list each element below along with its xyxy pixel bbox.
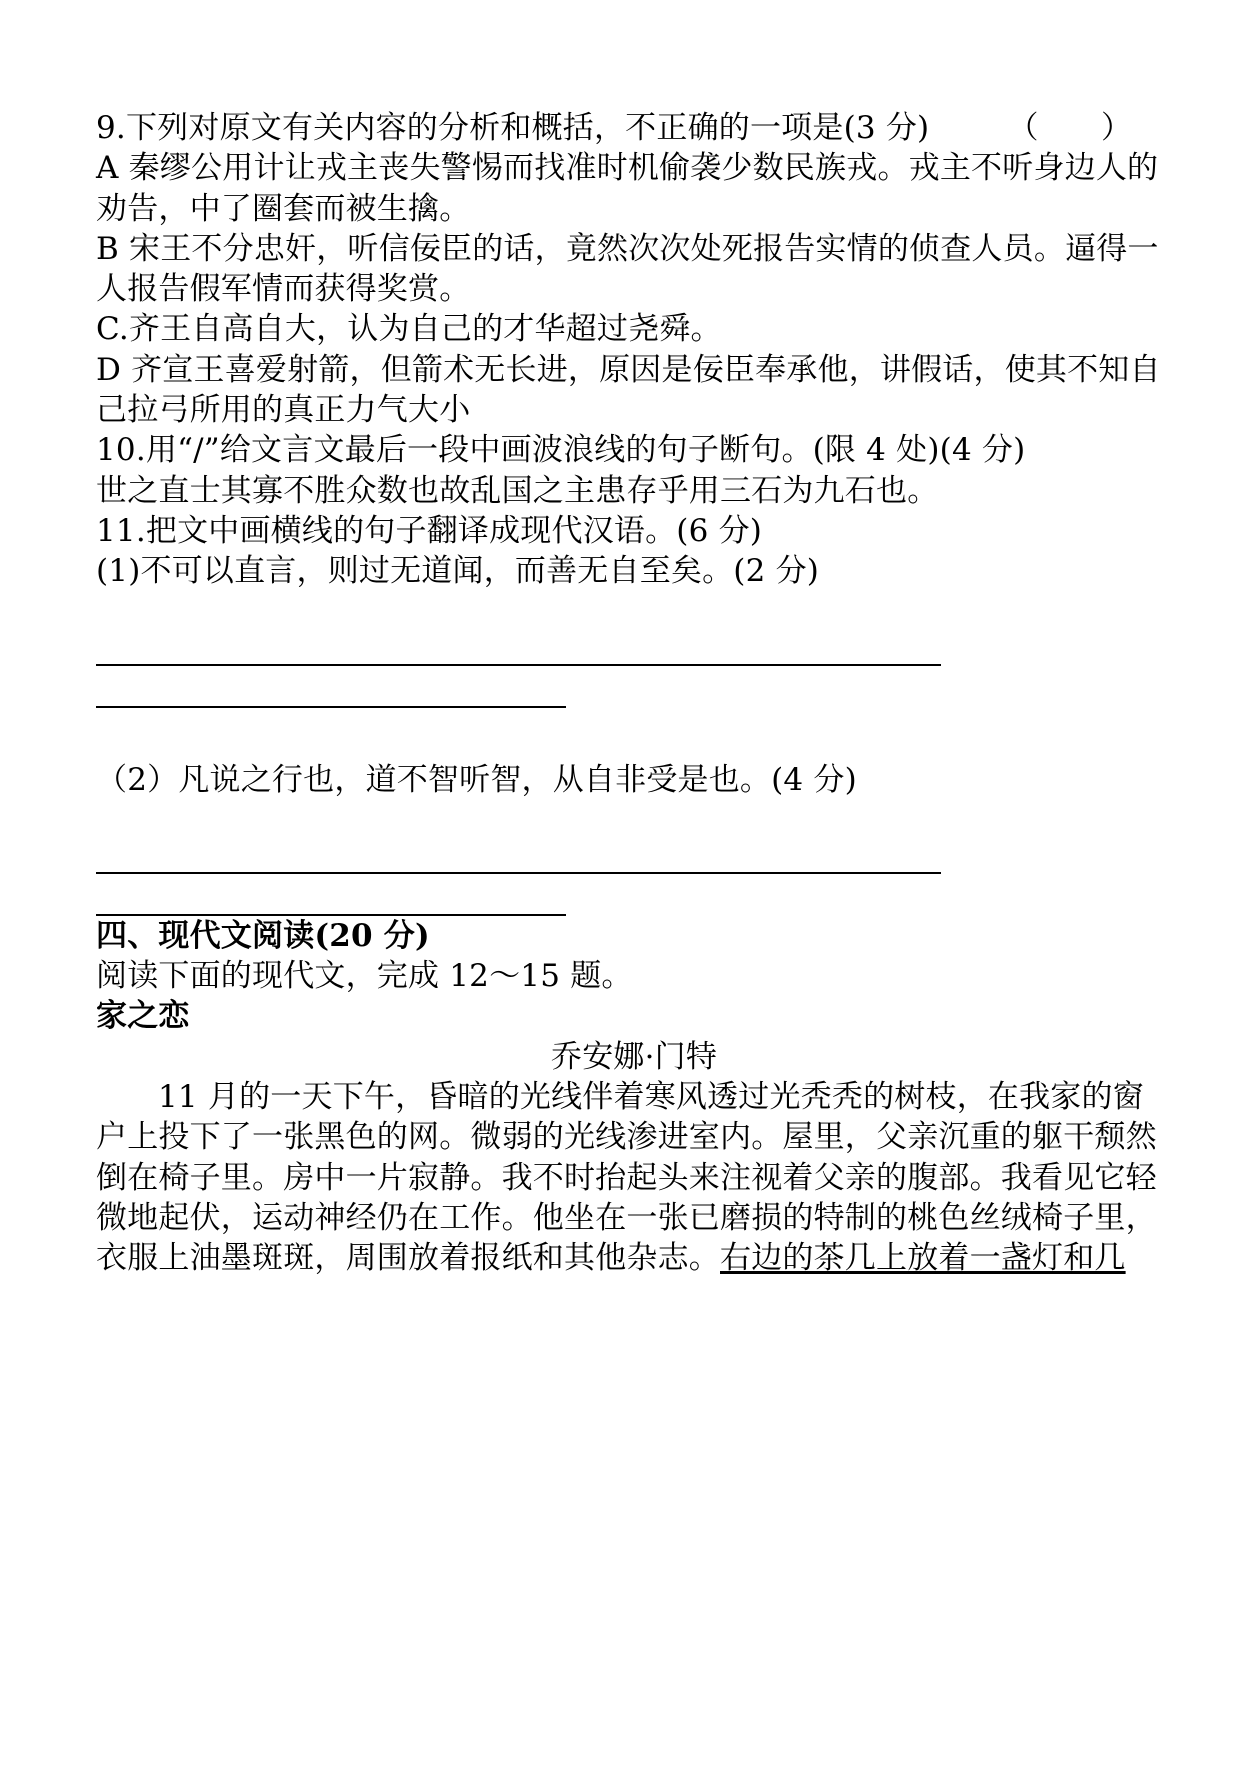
reading-title: 家之恋 [96,998,190,1035]
reading-body-text: 11 月的一天下午，昏暗的光线伴着寒风透过光秃秃的树枝，在我家的窗户上投下了一张黑色的网。微弱的光线渗进室内。屋里，父亲沉重的躯干颓然倒在椅子里。房中一片寂静。我不时抬起头来注视着父亲的腹部。我看见它轻微地起伏，运动神经仍在工作。他坐在一张已磨损的特制的桃色丝绒椅子里，衣服上油墨斑斑，周围放着报纸和其他杂志。 [96,1079,1157,1277]
section-4-instruction: 阅读下面的现代文，完成 12～15 题。 [96,958,633,995]
answer-space-2 [96,800,1164,872]
answer-gap-1 [96,666,1164,706]
document-body [96,108,1164,1279]
answer-gap-2 [96,874,1164,914]
question-9-option-a: A 秦缪公用计让戎主丧失警惕而找准时机偷袭少数民族戎。戎主不听身边人的劝告，中了圈套而被生擒。 [96,150,1159,227]
question-10-stem: 10.用“/”给文言文最后一段中画波浪线的句子断句。(限 4 处)(4 分) [96,432,1026,469]
section-4-heading: 四、现代文阅读(20 分) [96,917,430,954]
question-11-sub-1: (1)不可以直言，则过无道闻，而善无自至矣。(2 分) [96,553,820,590]
question-10-passage: 世之直士其寡不胜众数也故乱国之主患存乎用三石为九石也。 [96,472,939,509]
question-9-option-c: C.齐王自高自大，认为自己的才华超过尧舜。 [96,311,722,348]
question-11-stem: 11.把文中画横线的句子翻译成现代汉语。(6 分) [96,512,763,549]
answer-space-1 [96,592,1164,664]
question-9-stem: 9.下列对原文有关内容的分析和概括，不正确的一项是(3 分) （ ） [96,110,1133,146]
spacer-before-sub-2 [96,708,1164,760]
question-9-option-d: D 齐宣王喜爱射箭，但箭术无长进，原因是佞臣奉承他，讲假话，使其不知自己拉弓所用的真正力气大小 [96,351,1161,429]
reading-body-underlined: 右边的茶几上放着一盏灯和几 [720,1240,1126,1277]
reading-author: 乔安娜·门特 [551,1038,718,1075]
question-9-option-b: B 宋王不分忠奸，听信佞臣的话，竟然次次处死报告实情的侦查人员。逼得一人报告假军情而获得奖赏。 [96,230,1159,308]
question-11-sub-2: （2）凡说之行也，道不智听智，从自非受是也。(4 分) [96,761,857,798]
reading-body-paragraph [96,1077,1164,1278]
